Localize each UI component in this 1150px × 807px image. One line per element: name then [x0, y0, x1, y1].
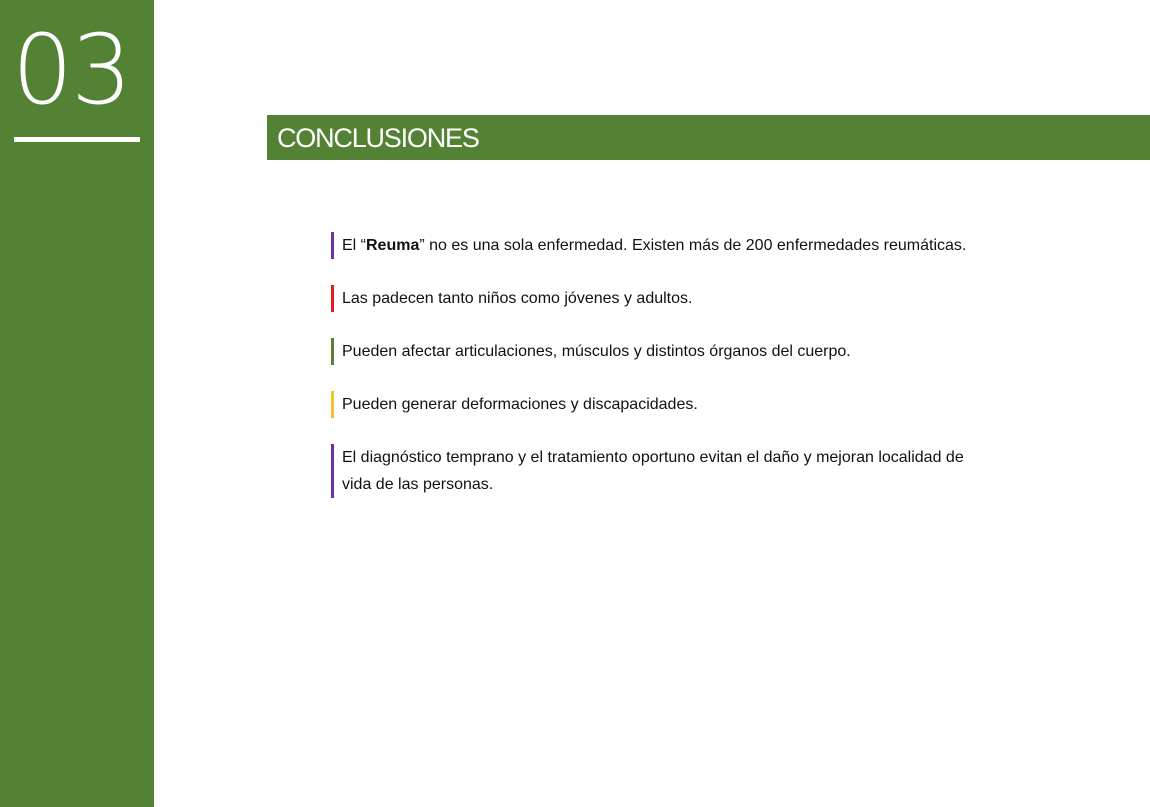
page-title: CONCLUSIONES — [277, 123, 479, 153]
conclusion-item — [331, 232, 971, 259]
conclusion-text: El diagnóstico temprano y el tratamiento oportuno evitan el daño y mejoran localidad de vida de las personas. — [342, 449, 964, 493]
bold-term: Reuma — [366, 237, 420, 254]
color-marker — [331, 232, 334, 259]
conclusion-text: Pueden generar deformaciones y discapacidades. — [342, 396, 698, 413]
sidebar — [0, 0, 154, 807]
color-marker — [331, 391, 334, 418]
conclusion-item — [331, 285, 971, 312]
conclusions-list — [331, 232, 971, 524]
conclusion-item — [331, 338, 971, 365]
conclusion-item — [331, 391, 971, 418]
conclusion-text: El “Reuma” no es una sola enfermedad. Existen más de 200 enfermedades reumáticas. — [342, 237, 967, 254]
section-number-underline — [14, 137, 140, 142]
color-marker — [331, 444, 334, 498]
color-marker — [331, 338, 334, 365]
conclusion-item — [331, 444, 971, 498]
conclusion-text: Las padecen tanto niños como jóvenes y adultos. — [342, 290, 693, 307]
color-marker — [331, 285, 334, 312]
conclusion-text: Pueden afectar articulaciones, músculos y distintos órganos del cuerpo. — [342, 343, 851, 360]
title-bar — [267, 115, 1150, 160]
section-number: 03 — [12, 14, 131, 126]
